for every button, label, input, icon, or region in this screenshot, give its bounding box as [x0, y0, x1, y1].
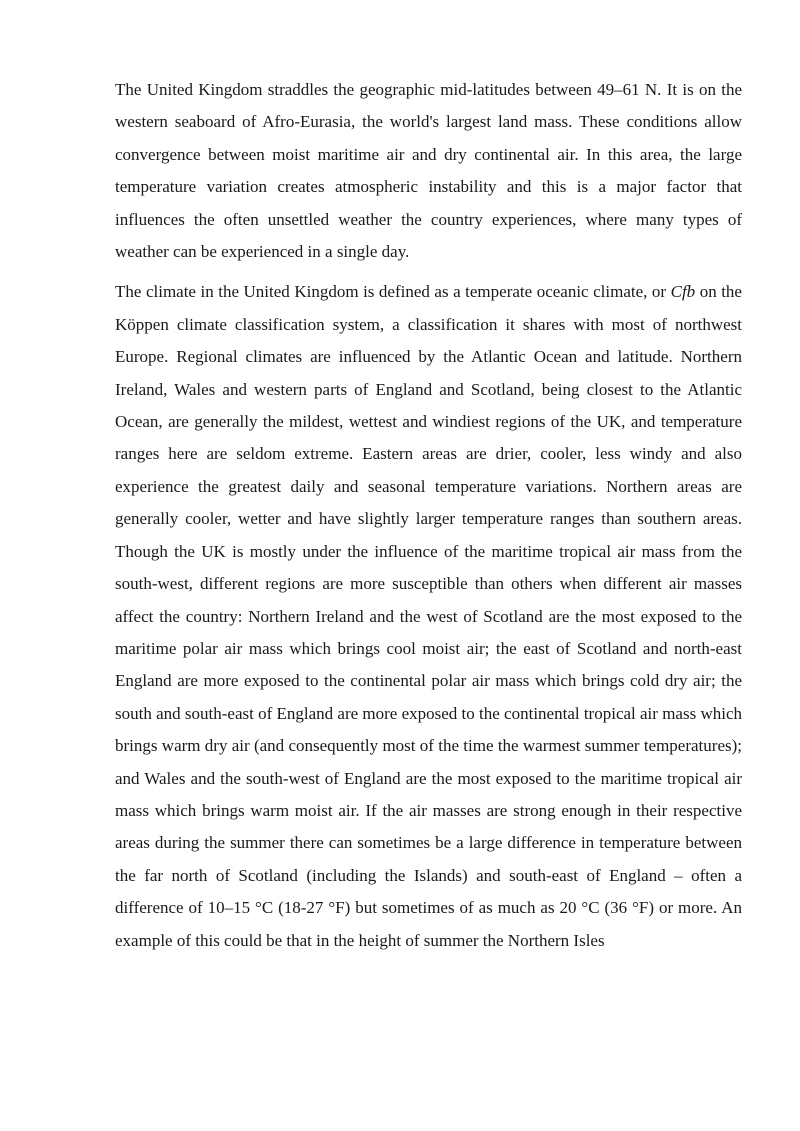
paragraph-climate-lead: The climate in the United Kingdom is defined as a temperate oceanic climate, or — [115, 282, 671, 302]
document-page — [115, 74, 742, 965]
koppen-code: Cfb — [670, 282, 696, 302]
paragraph-geography: The United Kingdom straddles the geographic mid-latitudes between 49–61 N. It is on the western seaboard of Afro-Eurasia, the world's largest land mass. These conditions allow convergence between moist maritime air and dry continental air. In this area, the large temperature variation creates atmospheric instability and this is a major factor that influences the often unsettled weather the country experiences, where many types of weather can be experienced in a single day. — [115, 80, 742, 262]
paragraph-climate-body: on the Köppen climate classification system, a classification it shares with most of northwest Europe. Regional climates are influenced by the Atlantic Ocean and latitude. Northern Ireland, Wales and western parts of England and Scotland, being closest to the Atlantic Ocean, are generally the mildest, wettest and windiest regions of the UK, and temperature ranges here are seldom extreme. Eastern areas are drier, cooler, less windy and also experience the greatest daily and seasonal temperature variations. Northern areas are generally cooler, wetter and have slightly larger temperature ranges than southern areas. Though the UK is mostly under the influence of the maritime tropical air mass from the south-west, different regions are more susceptible than others when different air masses affect the country: Northern Ireland and the west of Scotland are the most exposed to the maritime polar air mass which brings cool moist air; the east of Scotland and north-east England are more exposed to the continental polar air mass which brings cold dry air; the south and south-east of England are more exposed to the continental tropical air mass which brings warm dry air (and consequently most of the time the warmest summer temperatures); and Wales and the south-west of England are the most exposed to the maritime tropical air mass which brings warm moist air. If the air masses are strong enough in their respective areas during the summer there can sometimes be a large difference in temperature between the far north of Scotland (including the Islands) and south-east of England – often a difference of 10–15 °C (18-27 °F) but sometimes of as much as 20 °C (36 °F) or more. An example of this could be that in the height of summer the Northern Isles — [115, 282, 742, 950]
paragraph-climate — [115, 276, 742, 957]
